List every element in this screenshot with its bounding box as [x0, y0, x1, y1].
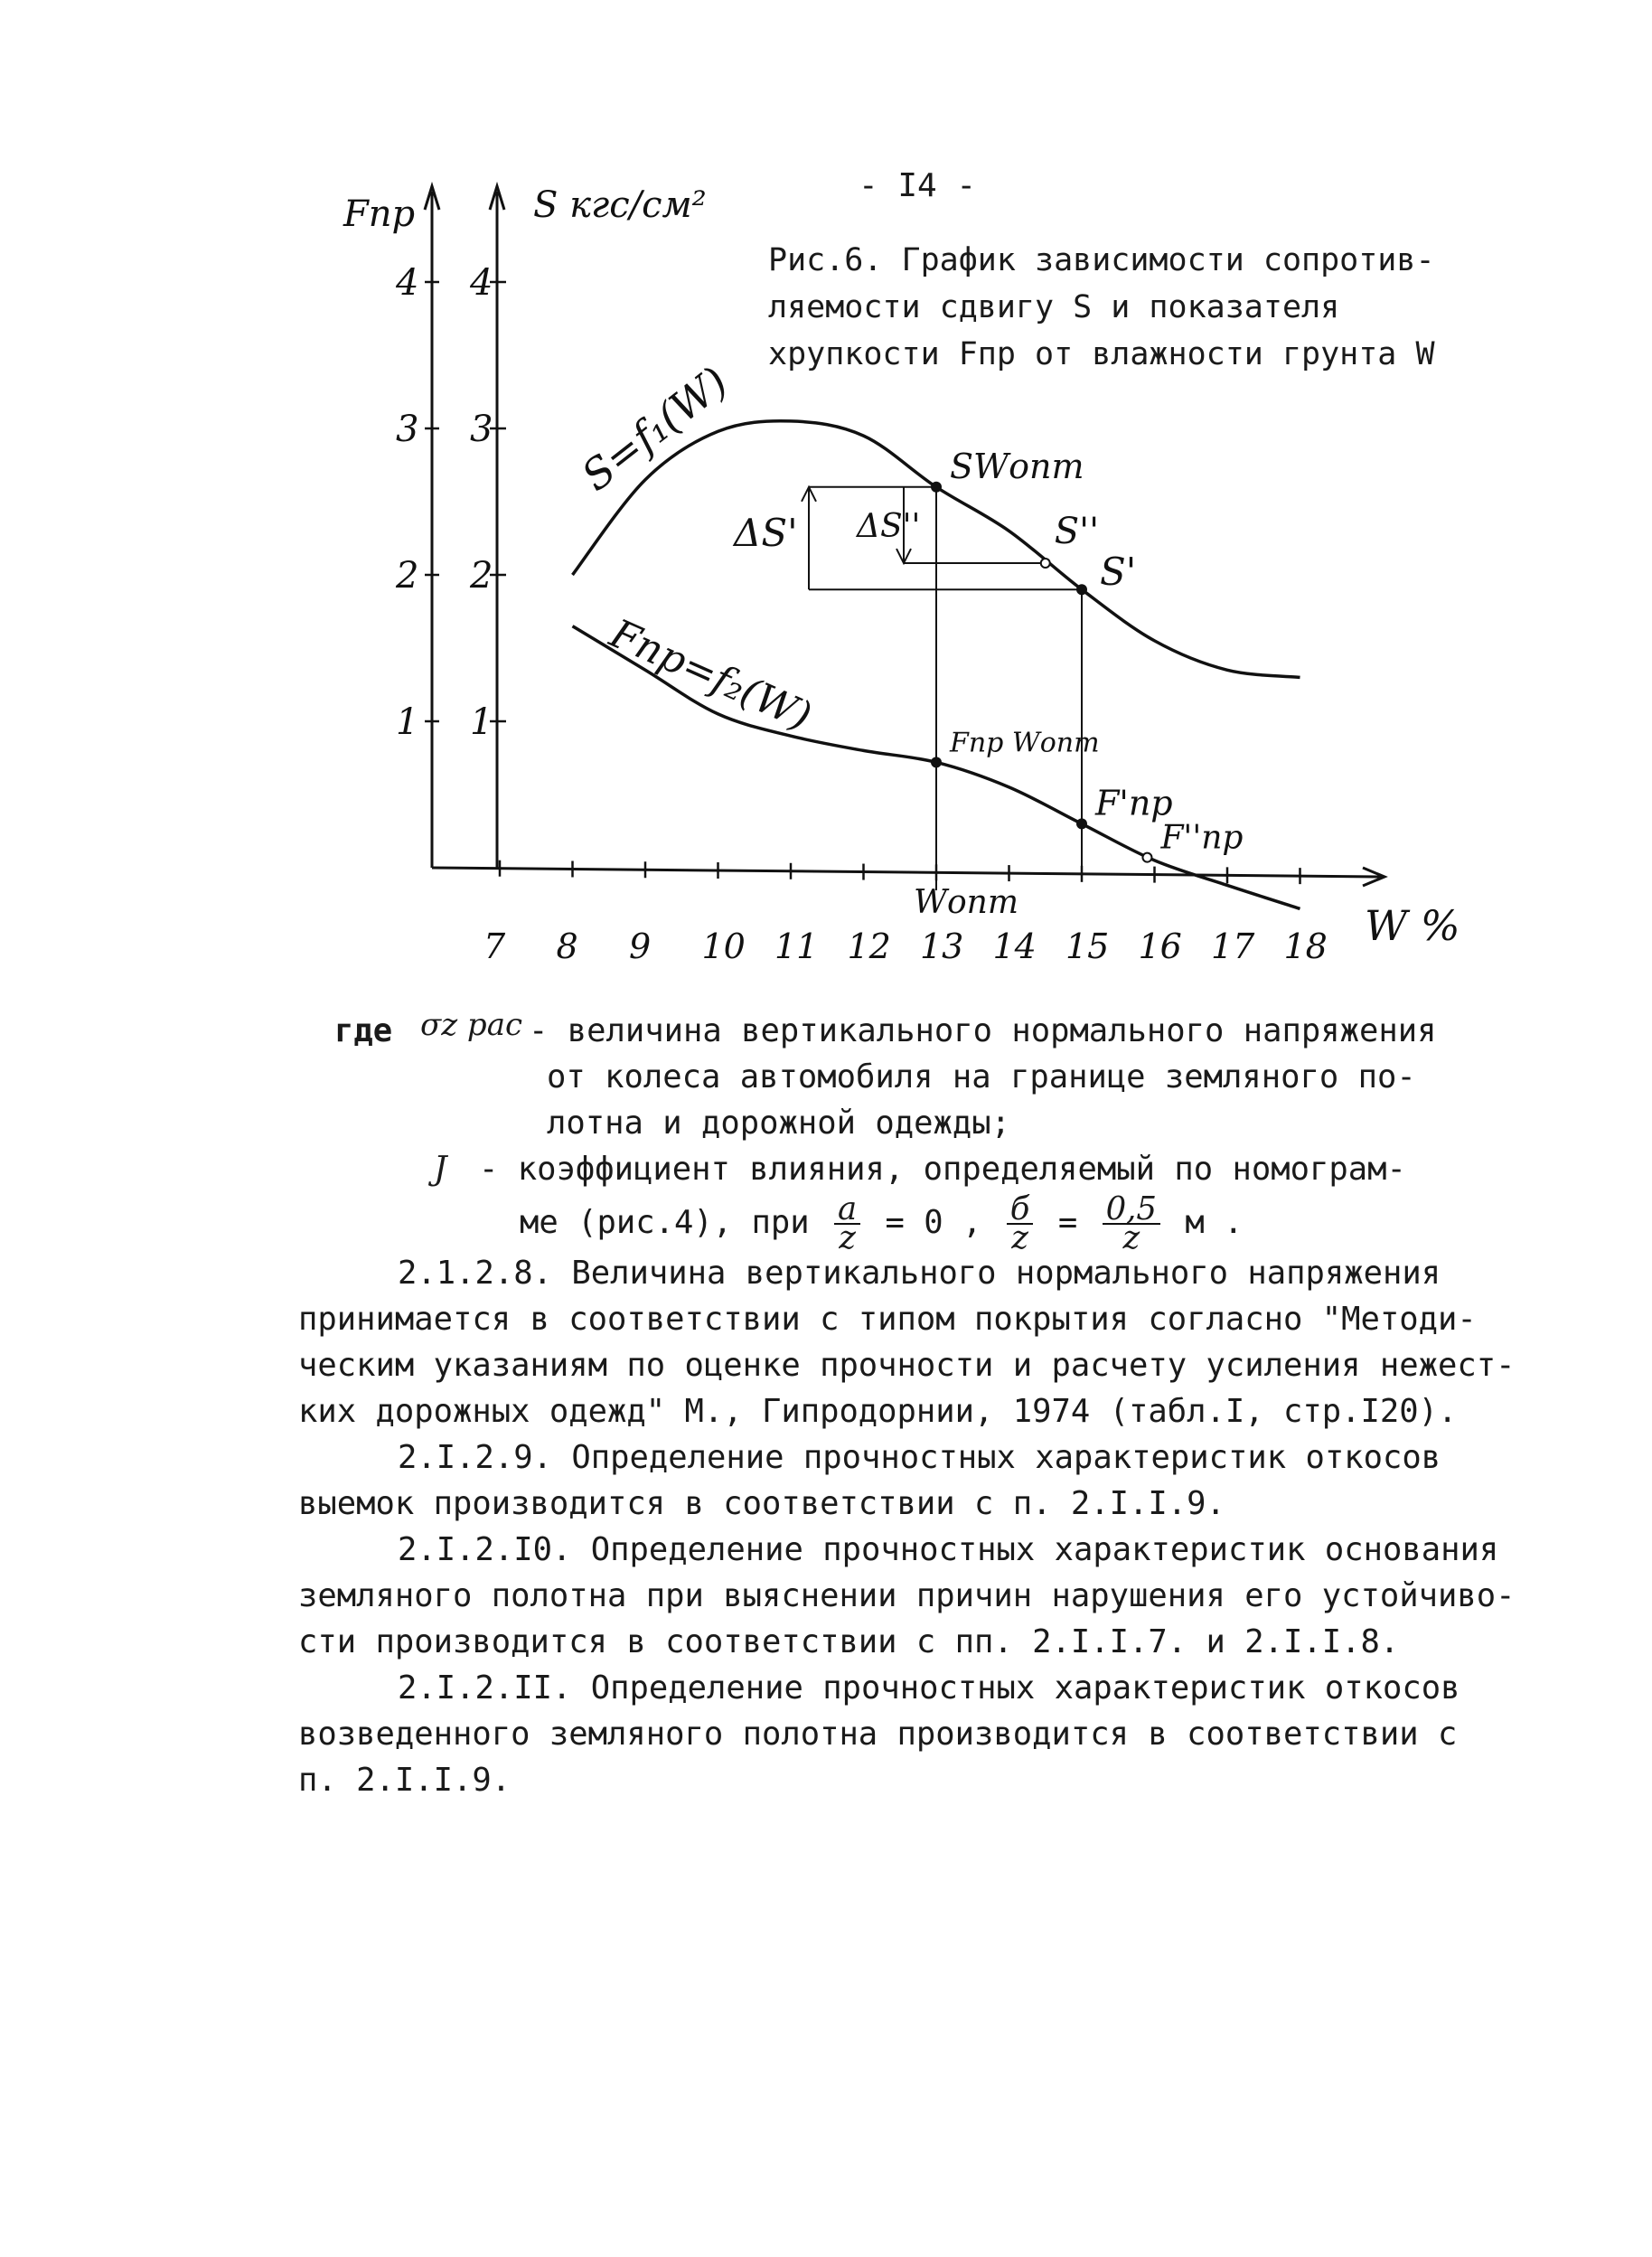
w-axis-tick-label-14: 14: [992, 926, 1037, 966]
delta-s-prime-label: ΔS': [734, 510, 798, 555]
definition-j-line-1: - коэффициент влияния, определяемый по номограм-: [479, 1151, 1406, 1188]
paragraph-21210-line-2: земляного полотна при выяснении причин нарушения его устойчиво-: [298, 1577, 1516, 1614]
definition-sigma-line-1: - величина вертикального нормального напряжения: [529, 1012, 1437, 1049]
w-axis-tick-label-8: 8: [556, 926, 578, 966]
j-symbol: J: [434, 1151, 447, 1188]
paragraph-21211-line-1: 2.I.2.II. Определение прочностных характеристик откосов: [398, 1669, 1460, 1707]
caption-line-2: ляемости сдвигу S и показателя: [768, 289, 1340, 325]
s-axis-tick-label-2: 2: [470, 555, 493, 597]
w-axis-tick-label-13: 13: [920, 926, 964, 966]
curve-s-label: S=f₁(W): [572, 356, 737, 501]
delta-s-double-label: ΔS'': [857, 507, 921, 545]
paragraph-2128-line-1: 2.1.2.8. Величина вертикального нормального напряжения: [398, 1255, 1441, 1292]
w-axis-tick-label-7: 7: [483, 926, 506, 966]
paragraph-2129-line-1: 2.I.2.9. Определение прочностных характеристик откосов: [398, 1439, 1441, 1476]
fraction-a-z: $\frac{a}{z}$: [834, 1196, 860, 1252]
equals-zero: = 0 ,: [885, 1204, 982, 1241]
paragraph-2128-line-4: ких дорожных одежд" М., Гипродорнии, 1974 (табл.I, стр.I20).: [298, 1393, 1458, 1430]
unit-m: м .: [1185, 1204, 1244, 1241]
f-prime-label: F'пр: [1095, 783, 1173, 823]
f-axis-tick-label-3: 3: [396, 409, 419, 450]
paragraph-2129-line-2: выемок производится в соответствии с п. 2.I.I.9.: [298, 1485, 1225, 1522]
caption-line-1: Рис.6. График зависимости сопротив-: [768, 242, 1435, 278]
definition-sigma-line-2: от колеса автомобиля на границе земляного по-: [547, 1058, 1416, 1096]
point-s-opt: [931, 482, 942, 493]
w-axis-tick-label-16: 16: [1138, 926, 1182, 966]
fraction-b-z: $\frac{б}{z}$: [1007, 1196, 1034, 1252]
paragraph-2128-line-2: принимается в соответствии с типом покрытия согласно "Методи-: [298, 1301, 1477, 1338]
w-axis-tick-label-11: 11: [774, 926, 819, 966]
definition-sigma: [298, 1008, 1527, 1054]
paragraph-21211-line-3: п. 2.I.I.9.: [298, 1762, 512, 1799]
fraction-half-z: $\frac{0,5}{z}$: [1103, 1196, 1160, 1252]
definition-sigma-line-3: лотна и дорожной одежды;: [547, 1105, 1010, 1142]
s-axis-tick-label-4: 4: [470, 262, 493, 304]
point-f-prime: [1076, 818, 1087, 829]
f-axis-tick-label-2: 2: [396, 555, 419, 597]
s-axis-tick-label-1: 1: [470, 701, 493, 743]
page-number: - I4 -: [859, 167, 977, 204]
w-axis-tick-label-10: 10: [701, 926, 746, 966]
point-s-prime: [1076, 584, 1087, 595]
chart: [0, 0, 1652, 1003]
w-axis-tick-label-17: 17: [1211, 926, 1255, 966]
s-axis-tick-label-3: 3: [470, 409, 493, 450]
caption-line-3: хрупкости Fпр от влажности грунта W: [768, 336, 1435, 372]
definition-where: где: [334, 1012, 393, 1049]
curve-f-label: Fпр=f₂(W): [603, 610, 819, 740]
w-axis-tick-label-18: 18: [1283, 926, 1328, 966]
paragraph-21210-line-1: 2.I.2.I0. Определение прочностных характеристик основания: [398, 1531, 1499, 1568]
s-prime-label: S': [1100, 550, 1137, 595]
point-f-opt: [931, 757, 942, 767]
w-opt-label: Wопт: [914, 884, 1018, 921]
s-double-label: S'': [1054, 511, 1100, 553]
f-axis-tick-label-1: 1: [396, 701, 419, 743]
w-axis-line: [432, 868, 1383, 877]
paragraph-21210-line-3: сти производится в соответствии с пп. 2.I.I.7. и 2.I.I.8.: [298, 1623, 1400, 1660]
w-axis-tick-label-12: 12: [847, 926, 891, 966]
f-axis-tick-label-4: 4: [396, 262, 419, 304]
f-double-label: F''пр: [1160, 819, 1244, 857]
point-s-double: [1041, 559, 1050, 568]
sigma-symbol: σz рас: [420, 1007, 523, 1043]
f-opt-label: Fпр Wопт: [950, 727, 1100, 759]
s-axis-label: S кгс/см²: [533, 184, 707, 226]
paragraph-21211-line-2: возведенного земляного полотна производится в соответствии с: [298, 1716, 1458, 1753]
s-opt-label: SWопт: [950, 446, 1084, 486]
equals-sign: =: [1057, 1204, 1078, 1241]
body-text: [298, 1008, 1527, 1803]
w-axis-tick-label-9: 9: [629, 926, 652, 966]
w-axis-label: W %: [1365, 901, 1460, 950]
paragraph-2128-line-3: ческим указаниям по оценке прочности и расчету усиления нежест-: [298, 1347, 1516, 1384]
f-axis-label: Fпр: [343, 193, 416, 235]
definition-j: [298, 1146, 1527, 1192]
point-f-double: [1142, 853, 1151, 862]
w-axis-tick-label-15: 15: [1065, 926, 1110, 966]
definition-j-line-2: ме (рис.4), при: [520, 1204, 810, 1241]
